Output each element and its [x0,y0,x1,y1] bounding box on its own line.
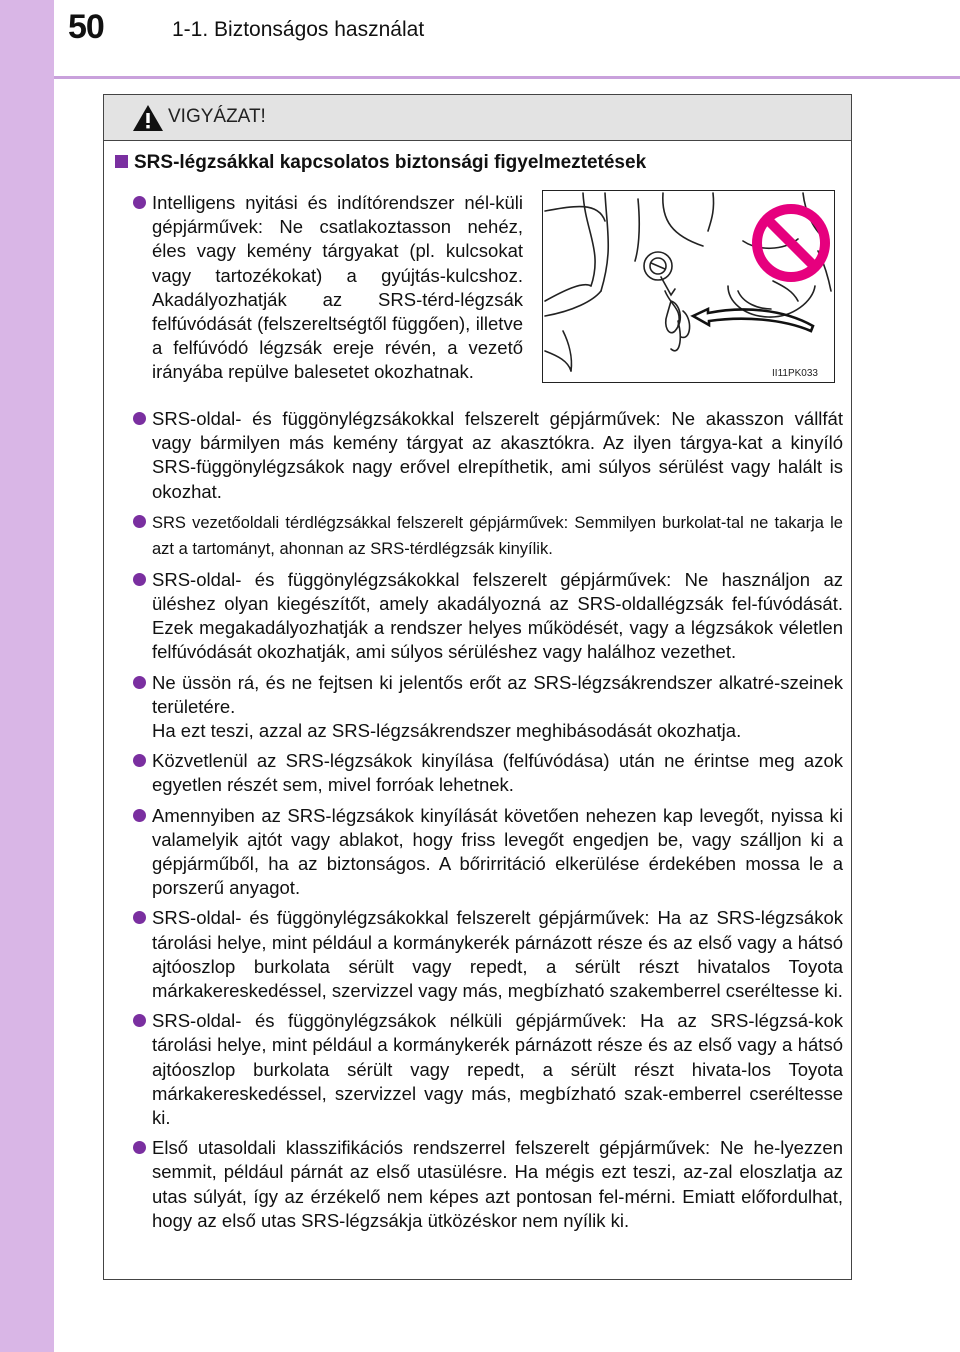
list-item-text [152,407,843,504]
side-color-bar [0,0,54,1352]
bullet-icon [133,1014,146,1027]
warning-box [103,94,852,1280]
bullet-icon [133,412,146,425]
list-item-line: Amennyiben az SRS-légzsákok kinyílását követően nehezen kap levegőt, nyissa ki valamelyik ajtót vagy ablakot, hogy friss levegőt engedjen be, vagy szálljon ki a gépjárműből, ha az biztonságos. A bőrirritáció elkerülése érdekében mossa le a porszerű anyagot. [152,804,843,899]
bullet-icon [133,911,146,924]
list-item [133,804,843,901]
list-item-line: SRS-oldal- és függönylégzsákok nélküli gépjárművek: Ha az SRS-légzsá-kok tárolási helye, mint például a kormánykerék párnázott része és az első vagy a hátsó ajtóoszlop burkolata sérült vagy repedt, a sérült részt hivata-los Toyota márkakereskedéssel, szervizzel vagy más, megbízható szak-emberrel cseréltesse ki. [152,1010,843,1129]
ignition-key-illustration [542,190,835,383]
ignition-key-drawing [543,191,833,381]
list-item-text [152,510,843,562]
list-item [133,510,843,562]
bullet-icon [133,573,146,586]
bullet-icon [133,754,146,767]
square-bullet-icon [115,155,128,168]
list-item-line: SRS-oldal- és függönylégzsákokkal felszerelt gépjárművek: Ne akasszon vállfát vagy bármilyen más kemény tárgyat az akasztókra. Az ilyen tárgya-kat a kinyíló SRS-függönylégzsákok nagy erővel elrepíthetik, ami súlyos sérülést vagy halált is okozhat. [152,408,843,502]
list-item-line: SRS-oldal- és függönylégzsákokkal felszerelt gépjárművek: Ha az SRS-légzsákok tárolási helye, mint például a kormánykerék párnázott része és az első vagy a hátsó ajtóoszlop burkolata sérült vagy repedt, a sérült részt hivatalos Toyota márkakereskedéssel, szervizzel vagy más, megbízható szakemberrel cseréltesse ki. [152,907,843,1002]
header-divider [54,76,960,79]
list-item-line: Első utasoldali klasszifikációs rendszerrel felszerelt gépjárművek: Ne he-lyezzen semmit, például párnát az első utasülésre. Ha mégis ezt teszi, az-zal eloszlatja az utas súlyát, így az érzékelő nem képes azt pontosan fel-mérni. Emiatt előfordulhat, hogy az első utas SRS-légzsákja ütközéskor nem nyílik ki. [152,1137,843,1231]
section-heading-text: SRS-légzsákkal kapcsolatos biztonsági figyelmeztetések [134,152,647,173]
list-item-text: Intelligens nyitási és indítórendszer nél-küli gépjárművek: Ne csatlakoztasson nehéz, éles vagy kemény tárgyakat (pl. kulcsokat vagy tartozékokat) a gyújtás-kulcshoz. Akadályozhatják az SRS-térd-légzsák felfúvódását (felszereltségtől függően), illetve a felfúvódó légzsák ereje révén, a vezető irányába repülve balesetet okozhatnak. [152,192,523,383]
list-item [133,191,523,385]
list-item-line: SRS vezetőoldali térdlégzsákkal felszerelt gépjárművek: Semmilyen burkolat-tal ne takarja le azt a tartományt, ahonnan az SRS-térdlégzsák kinyílik. [152,513,843,558]
list-item-line: Közvetlenül az SRS-légzsákok kinyílása (felfúvódása) után ne érintse meg azok egyetlen részét sem, mivel forróak lehetnek. [152,750,843,796]
list-item-text [152,804,843,901]
list-item-line: Ne üssön rá, és ne fejtsen ki jelentős erőt az SRS-légzsákrendszer alkatré-szeinek területére. [152,671,843,717]
list-item [133,568,843,665]
list-item-text [152,906,843,1003]
list-item-text [152,671,843,744]
list-item [133,906,843,1003]
warning-items-list [133,407,843,1239]
bullet-icon [133,196,146,209]
section-heading [115,152,646,174]
list-item [133,1009,843,1130]
list-item-line: SRS-oldal- és függönylégzsákokkal felszerelt gépjárművek: Ne használjon az üléshez olyan kiegészítőt, amely akadályozná az SRS-oldallégzsák fel-fúvódását. Ezek megakadályozhatják a rendszer helyes működését, vagy a légzsákok véletlen felfúvódását okozhatják, ami súlyos sérüléshez vagy halálhoz vezethet. [152,568,843,663]
bullet-icon [133,515,146,528]
prohibited-icon [757,209,825,277]
list-item-line: Ha ezt teszi, azzal az SRS-légzsákrendszer meghibásodását okozhatja. [152,720,742,742]
bullet-icon [133,809,146,822]
warning-triangle-icon [132,104,164,132]
warning-header [104,95,851,141]
list-item-text [152,749,843,797]
warning-label: VIGYÁZAT! [168,106,266,127]
list-item [133,407,843,504]
figure-code: II11PK033 [772,368,818,379]
section-title: 1-1. Biztonságos használat [172,18,425,41]
list-item [133,749,843,797]
bullet-icon [133,676,146,689]
bullet-icon [133,1141,146,1154]
list-item-text [152,568,843,665]
list-item-text [152,1136,843,1233]
list-item [133,671,843,744]
list-item [133,1136,843,1233]
list-item-text [152,1009,843,1130]
page-number: 50 [68,8,104,46]
